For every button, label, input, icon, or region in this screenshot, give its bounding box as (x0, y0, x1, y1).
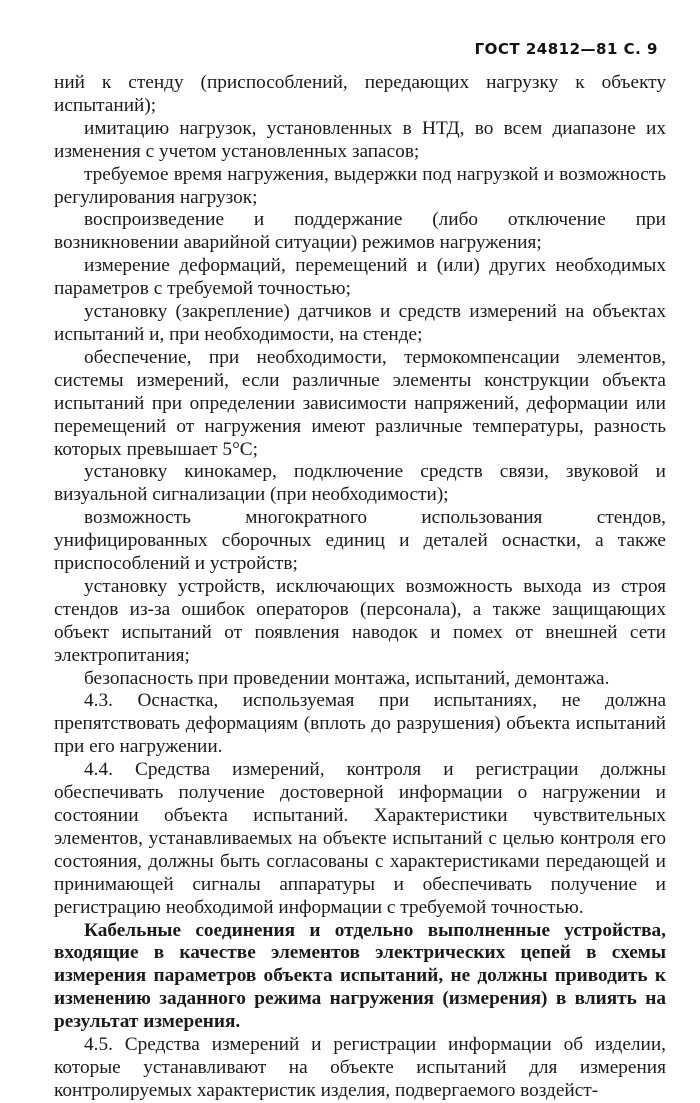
page-header: ГОСТ 24812—81 С. 9 (474, 40, 658, 58)
paragraph: воспроизведение и поддержание (либо отключение при возникновении аварийной ситуации) режимов нагружения; (54, 209, 666, 254)
body-text (54, 72, 666, 1103)
paragraph: установку кинокамер, подключение средств связи, звуковой и визуальной сигнализации (при необходимости); (54, 461, 666, 506)
section-4-4: 4.4. Средства измерений, контроля и регистрации должны обеспечивать получение достоверной информации о нагружении и состоянии объекта испытаний. Характеристики чувствительных элементов, устанавливаемых на объекте испытаний с целью контроля его состояния, должны быть согласованы с характеристиками передающей и принимающей сигналы аппаратуры и обеспечивать получение и регистрацию необходимой информации с требуемой точностью. (54, 759, 666, 918)
paragraph: требуемое время нагружения, выдержки под нагрузкой и возможность регулирования нагрузок; (54, 163, 666, 208)
paragraph: установку устройств, исключающих возможность выхода из строя стендов из-за ошибок операторов (персонала), а также защищающих объект испытаний от появления наводок и помех от внешней сети электропитания; (54, 575, 666, 666)
paragraph: обеспечение, при необходимости, термокомпенсации элементов, системы измерений, если различные элементы конструкции объекта испытаний при определении зависимости напряжений, деформации или перемещений от нагружения имеют различные температуры, разность которых превышает 5°С; (54, 346, 666, 460)
paragraph: ний к стенду (приспособлений, передающих нагрузку к объекту испытаний); (54, 72, 666, 116)
cable-connections-paragraph: Кабельные соединения и отдельно выполненные устройства, входящие в качестве элементов электрических цепей в схемы измерения параметров объекта испытаний, не должны приводить к изменению заданного режима нагружения (измерения) в влиять на результат измерения. (54, 919, 666, 1033)
section-4-3: 4.3. Оснастка, используемая при испытаниях, не должна препятствовать деформациям (вплоть до разрушения) объекта испытаний при его нагружении. (54, 690, 666, 758)
paragraph: установку (закрепление) датчиков и средств измерений на объектах испытаний и, при необходимости, на стенде; (54, 301, 666, 345)
paragraph: возможность многократного использования стендов, унифицированных сборочных единиц и деталей оснастки, а также приспособлений и устройств; (54, 507, 666, 575)
paragraph: измерение деформаций, перемещений и (или) других необходимых параметров с требуемой точностью; (54, 255, 666, 300)
paragraph: имитацию нагрузок, установленных в НТД, во всем диапазоне их изменения с учетом установленных запасов; (54, 117, 666, 162)
paragraph: безопасность при проведении монтажа, испытаний, демонтажа. (84, 667, 610, 689)
section-4-5: 4.5. Средства измерений и регистрации информации об изделии, которые устанавливают на объекте испытаний для измерения контролируемых характеристик изделия, подвергаемого воздейст- (54, 1034, 666, 1101)
